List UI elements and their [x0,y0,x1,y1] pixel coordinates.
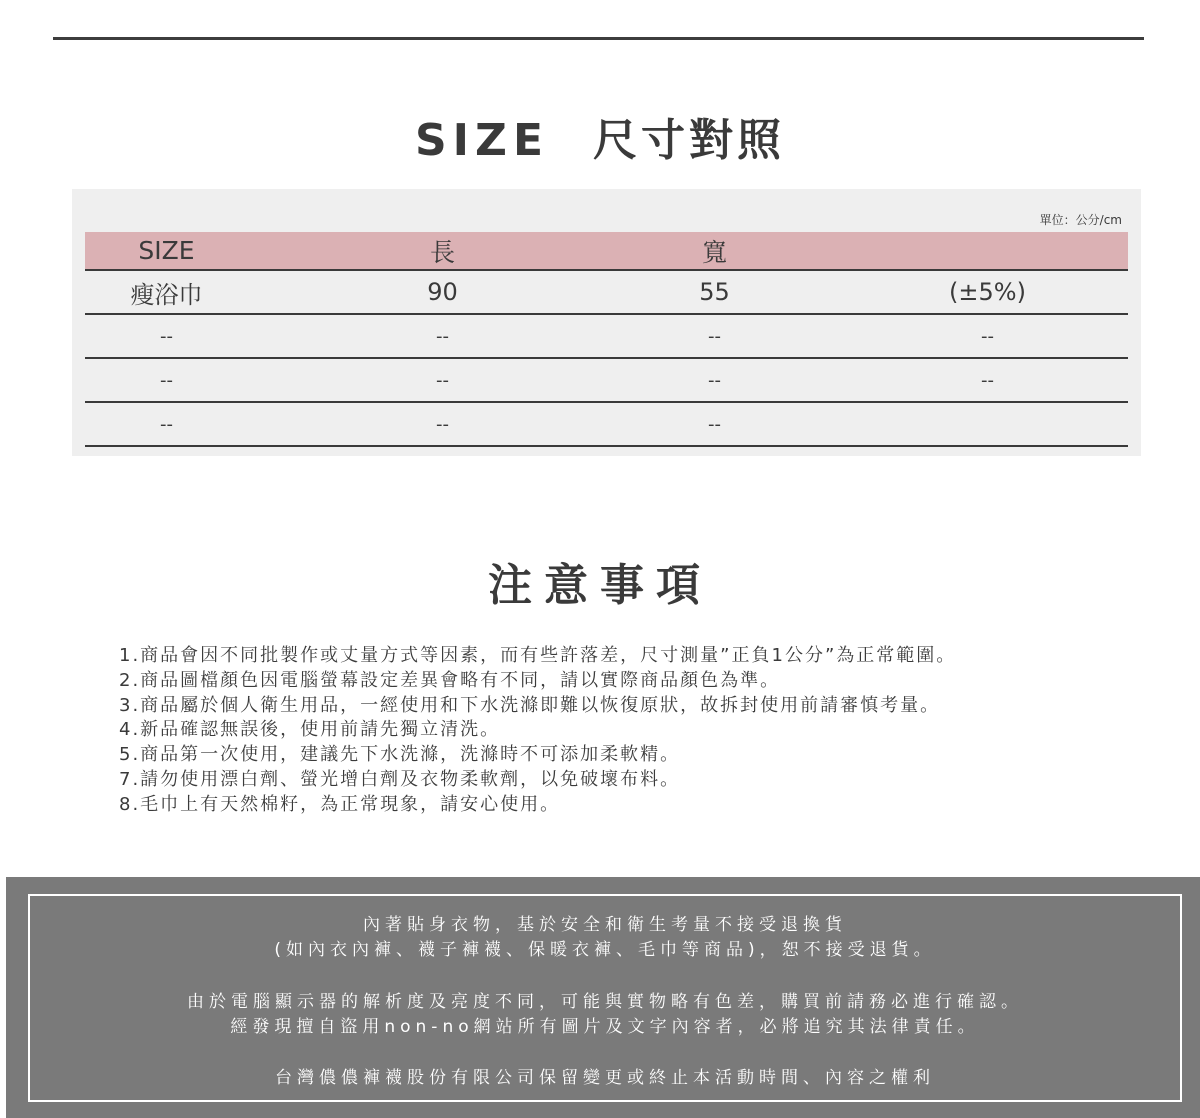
size-chart-panel [72,189,1141,456]
table-row [85,403,1128,447]
cell-length: 90 [427,278,458,306]
notice-item: 3.商品屬於個人衛生用品，一經使用和下水洗滌即難以恢復原狀，故拆封使用前請審慎考量。 [119,694,941,716]
table-row [85,359,1128,403]
size-table [85,232,1128,447]
header-width: 寬 [701,237,727,267]
notice-list [119,644,956,818]
cell-length: -- [436,413,449,435]
size-title-en: SIZE [414,115,550,166]
unit-label: 單位：公分/cm [1039,213,1122,227]
footer-line-return-examples: (如內衣內褲、襪子褲襪、保暖衣褲、毛巾等商品)，恕不接受退貨。 [274,940,936,960]
size-chart-title [0,104,1200,168]
cell-size: 瘦浴巾 [130,280,203,309]
cell-width: 55 [699,278,730,306]
cell-size: -- [160,325,173,347]
table-row [85,315,1128,359]
cell-size: -- [160,413,173,435]
footer-line-company-rights: 台灣儂儂褲襪股份有限公司保留變更或終止本活動時間、內容之權利 [275,1068,935,1088]
cell-width: -- [708,413,721,435]
notice-title: 注意事項 [488,560,712,611]
footer-line-return-policy: 內著貼身衣物，基於安全和衛生考量不接受退換貨 [363,915,847,935]
header-extra [915,232,1060,269]
cell-tolerance: -- [981,369,994,391]
notice-item: 7.請勿使用漂白劑、螢光增白劑及衣物柔軟劑，以免破壞布料。 [119,768,681,790]
cell-tolerance: -- [981,325,994,347]
size-table-header [85,232,1128,271]
footer-line-copyright: 經發現擅自盜用non-no網站所有圖片及文字內容者，必將追究其法律責任。 [230,1017,980,1037]
notice-item: 4.新品確認無誤後，使用前請先獨立清洗。 [119,719,501,741]
notice-item: 2.商品圖檔顏色因電腦螢幕設定差異會略有不同，請以實際商品顏色為準。 [119,669,781,691]
cell-length: -- [436,369,449,391]
footer-frame [28,894,1182,1102]
header-length: 長 [429,237,455,267]
header-size: SIZE [138,236,195,265]
size-title-zh: 尺寸對照 [593,115,786,166]
cell-width: -- [708,325,721,347]
cell-length: -- [436,325,449,347]
notice-item: 1.商品會因不同批製作或丈量方式等因素，而有些許落差，尺寸測量”正負1公分”為正常範圍。 [119,645,957,666]
footer-disclaimer [6,877,1200,1118]
footer-line-color-disclaimer: 由於電腦顯示器的解析度及亮度不同，可能與實物略有色差，購買前請務必進行確認。 [187,992,1023,1012]
notice-item: 5.商品第一次使用，建議先下水洗滌，洗滌時不可添加柔軟精。 [119,744,681,766]
cell-size: -- [160,369,173,391]
notice-item: 8.毛巾上有天然棉籽，為正常現象，請安心使用。 [119,793,561,815]
cell-tolerance: (±5%) [949,278,1026,306]
table-row [85,271,1128,315]
cell-tolerance [915,403,1060,445]
top-divider [53,37,1144,40]
cell-width: -- [708,369,721,391]
